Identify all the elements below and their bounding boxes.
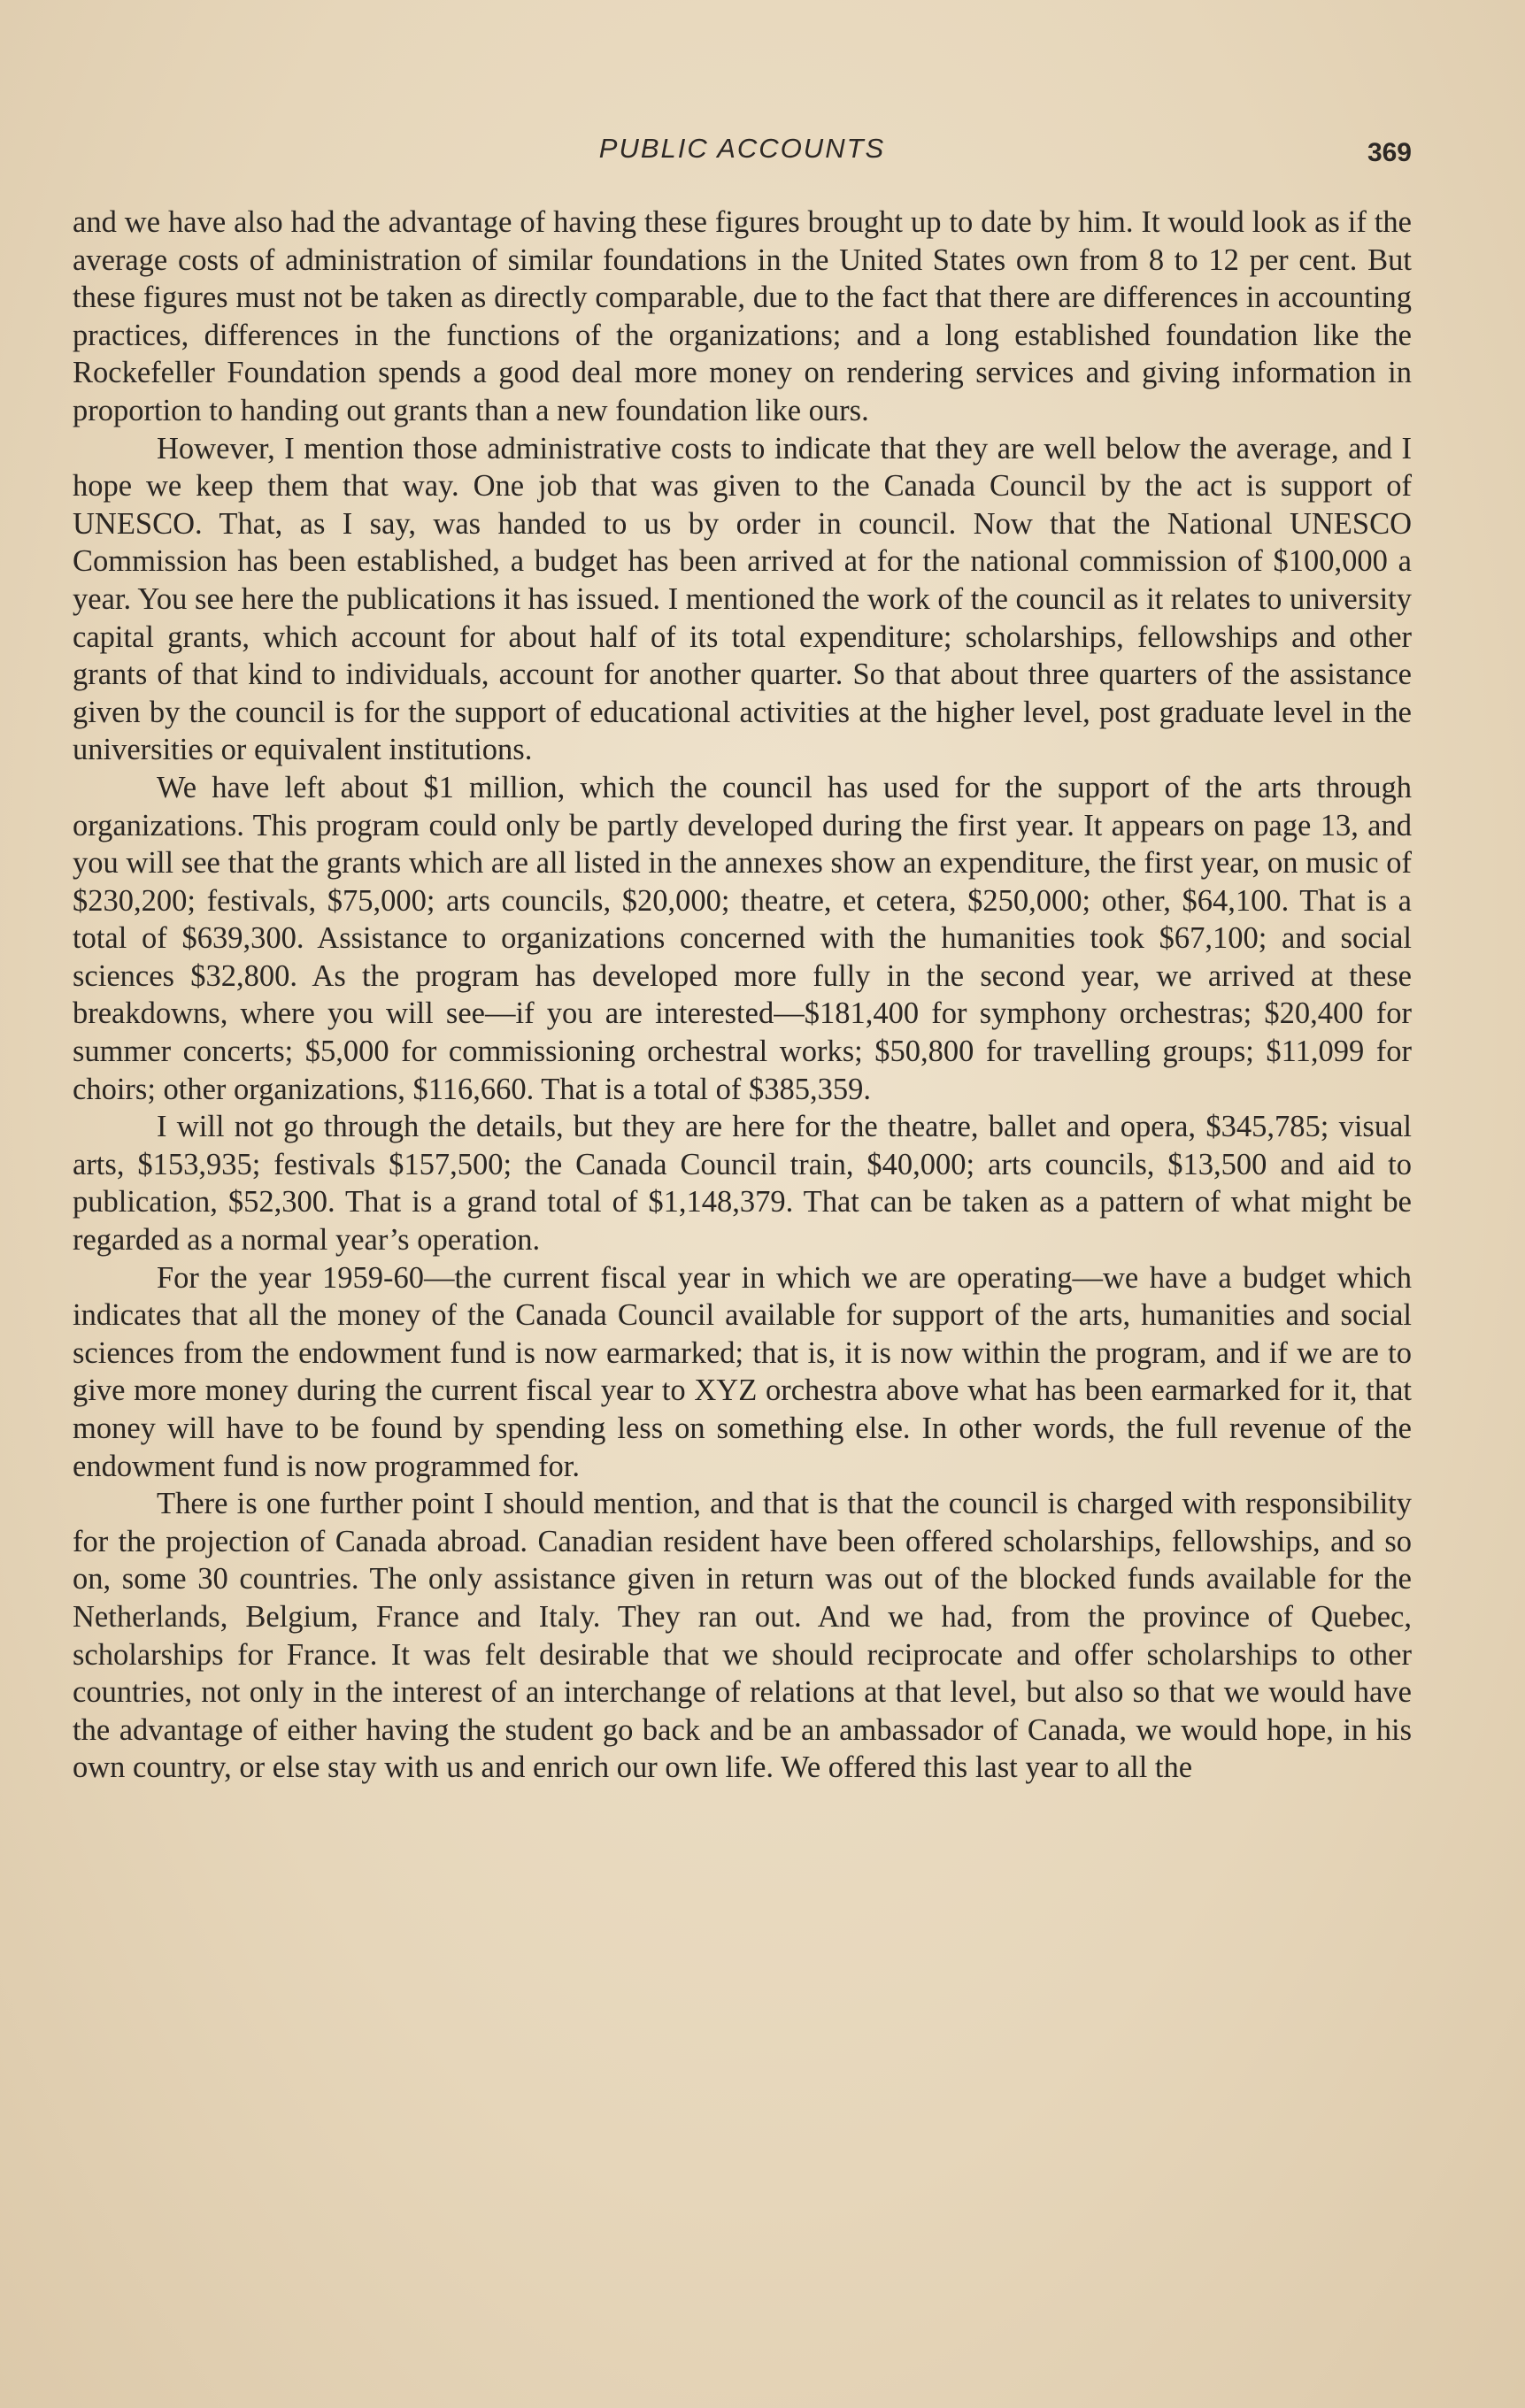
paragraph-5: For the year 1959-60—the current fiscal year in which we are operating—we have a budget which indicates that all the money of the Canada Council available for support of the arts, humanities and social sciences from the endowment fund is now earmarked; that is, it is now within the program, and if we are to give more money during the current fiscal year to XYZ orchestra above what has been earmarked for it, that money will have to be found by spending less on something else. In other words, the full revenue of the endowment fund is now programmed for. [73,1260,1412,1483]
paragraph-6: There is one further point I should mention, and that is that the council is charged with responsibility for the projection of Canada abroad. Canadian resident have been offered scholarships, fellowships, and so on, some 30 countries. The only assistance given in return was out of the blocked funds available for the Netherlands, Belgium, France and Italy. They ran out. And we had, from the province of Quebec, scholarships for France. It was felt desirable that we should reciprocate and offer scholarships to other countries, not only in the interest of an interchange of relations at that level, but also so that we would have the advantage of either having the student go back and be an ambassador of Canada, we would hope, in his own country, or else stay with us and enrich our own life. We offered this last year to all the [73,1487,1412,1785]
body-text [73,204,1412,1787]
paragraph-1: and we have also had the advantage of having these figures brought up to date by him. It would look as if the average costs of administration of similar foundations in the United States own from 8 to 12 per cent. But these figures must not be taken as directly comparable, due to the fact that there are differences in accounting practices, differences in the functions of the organizations; and a long established foundation like the Rockefeller Foundation spends a good deal more money on rendering services and giving information in proportion to handing out grants than a new foundation like ours. [73,205,1412,427]
page-header [73,133,1412,186]
page-number: 369 [1367,138,1412,167]
paragraph-4: I will not go through the details, but they are here for the theatre, ballet and opera, $345,785; visual arts, $153,935; festivals $157,500; the Canada Council train, $40,000; arts councils, $13,500 and aid to publication, $52,300. That is a grand total of $1,148,379. That can be taken as a pattern of what might be regarded as a normal year’s operation. [73,1110,1412,1258]
paragraph-3: We have left about $1 million, which the council has used for the support of the arts through organizations. This program could only be partly developed during the first year. It appears on page 13, and you will see that the grants which are all listed in the annexes show an expenditure, the first year, on music of $230,200; festivals, $75,000; arts councils, $20,000; theatre, et cetera, $250,000; other, $64,100. That is a total of $639,300. Assistance to organizations concerned with the humanities took $67,100; and social sciences $32,800. As the program has developed more fully in the second year, we arrived at these breakdowns, where you will see—if you are interested—$181,400 for symphony orchestras; $20,400 for summer concerts; $5,000 for commissioning orchestral works; $50,800 for travelling groups; $11,099 for choirs; other organizations, $116,660. That is a total of $385,359. [73,770,1412,1106]
running-title: PUBLIC ACCOUNTS [598,133,886,164]
paragraph-2: However, I mention those administrative costs to indicate that they are well below the average, and I hope we keep them that way. One job that was given to the Canada Council by the act is support of UNESCO. That, as I say, was handed to us by order in council. Now that the National UNESCO Commission has been established, a budget has been arrived at for the national commission of $100,000 a year. You see here the publications it has issued. I mentioned the work of the council as it relates to university capital grants, which account for about half of its total expenditure; scholarships, fellowships and other grants of that kind to individuals, account for another quarter. So that about three quarters of the assistance given by the council is for the support of educational activities at the higher level, post graduate level in the universities or equivalent institutions. [73,431,1412,767]
